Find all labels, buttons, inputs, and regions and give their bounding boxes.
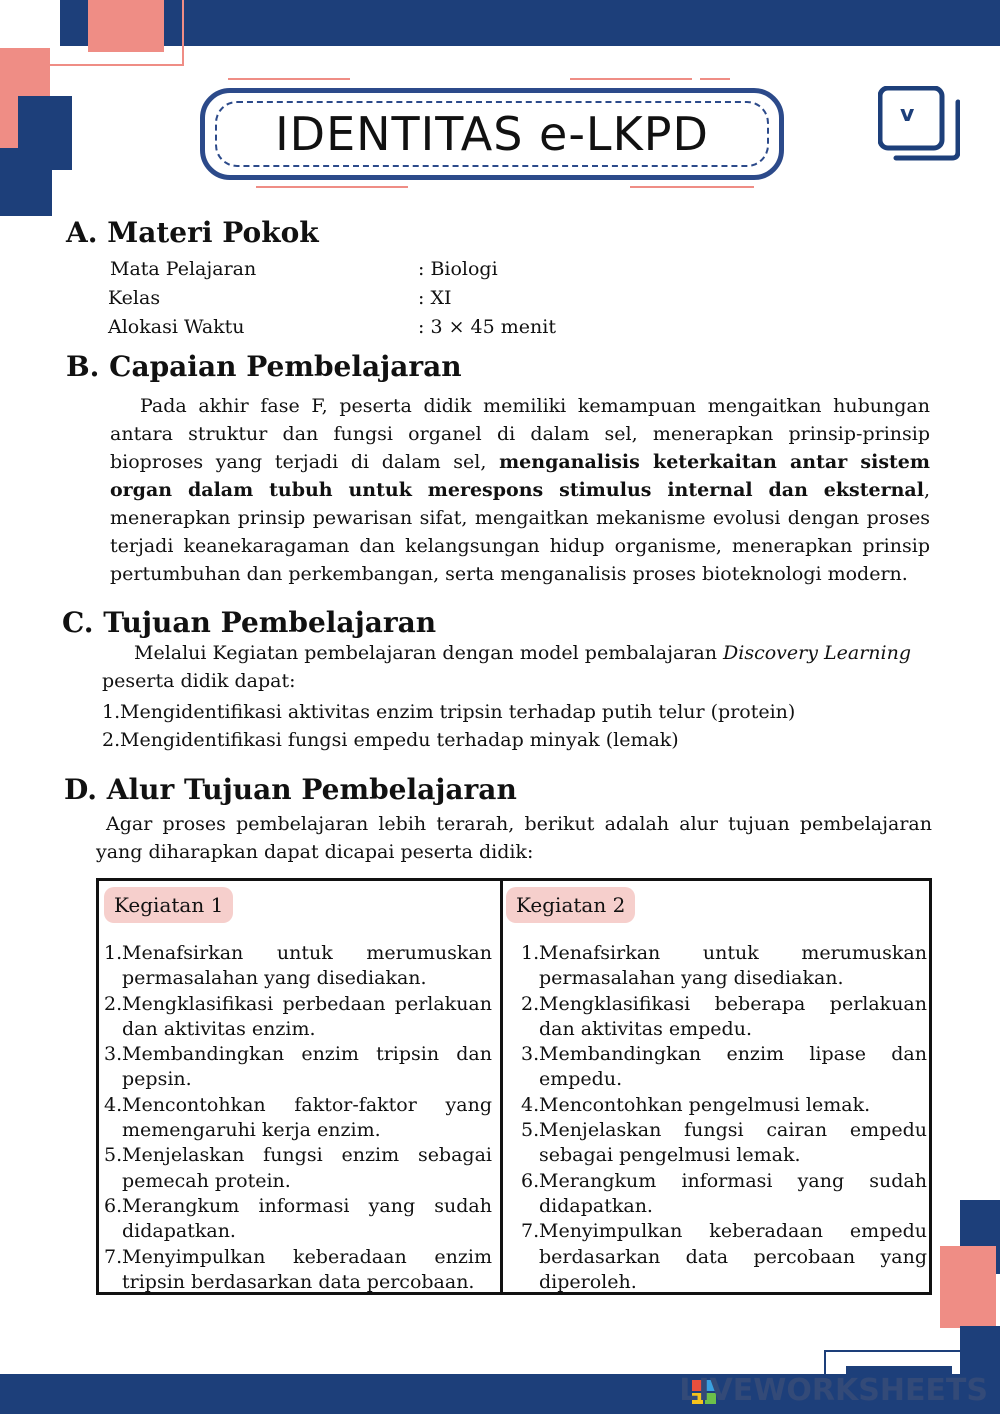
list-item <box>521 1042 927 1093</box>
list-item-text: Menjelaskan fungsi enzim sebagai pemecah protein. <box>122 1144 492 1192</box>
list-item-num: 6. <box>521 1169 540 1192</box>
list-item <box>104 1093 492 1144</box>
list-item-num: 5. <box>104 1144 123 1167</box>
tujuan-item-num: 1. <box>102 701 121 723</box>
list-item <box>521 941 927 992</box>
list-item-num: 5. <box>521 1119 540 1142</box>
section-a-heading: A. Materi Pokok <box>66 216 319 249</box>
capaian-paragraph <box>110 392 930 588</box>
title-deco-line <box>256 186 408 188</box>
tujuan-intro-text: Melalui Kegiatan pembelajaran dengan model pembalajaran <box>134 642 724 664</box>
section-c-heading: C. Tujuan Pembelajaran <box>62 606 437 639</box>
capaian-text-2: , menerapkan prinsip pewarisan sifat, mengaitkan mekanisme evolusi dengan proses terjadi keanekaragaman dan kelangsungan hidup organisme, menerapkan prinsip pertumbuhan dan perkembangan, serta menganalisis proses bioteknologi modern. <box>110 479 930 585</box>
title-frame <box>200 88 784 180</box>
materi-value-kelas: : XI <box>418 287 452 309</box>
section-d-heading: D. Alur Tujuan Pembelajaran <box>64 773 517 806</box>
list-item <box>104 1194 492 1245</box>
list-item-text: Menyimpulkan keberadaan empedu berdasarkan data percobaan yang diperoleh. <box>539 1220 927 1293</box>
tujuan-item-text: Mengidentifikasi aktivitas enzim tripsin terhadap putih telur (protein) <box>120 701 796 723</box>
title-frame-inner <box>215 101 769 167</box>
kegiatan-2-label: Kegiatan 2 <box>506 887 635 923</box>
list-item-text: Merangkum informasi yang sudah didapatkan. <box>122 1194 492 1243</box>
list-item <box>104 992 492 1043</box>
list-item-text: Membandingkan enzim lipase dan empedu. <box>539 1043 927 1091</box>
alur-table <box>96 878 932 1295</box>
deco-block-bottom-right-salmon <box>940 1246 996 1328</box>
materi-label-kelas: Kelas <box>108 287 161 309</box>
list-item <box>521 1219 927 1295</box>
title-deco-line <box>228 78 350 80</box>
list-item <box>521 992 927 1043</box>
list-item-text: Menafsirkan untuk merumuskan permasalahan yang disediakan. <box>539 942 927 990</box>
list-item-num: 2. <box>104 992 123 1015</box>
list-item-text: Menyimpulkan keberadaan enzim tripsin berdasarkan data percobaan. <box>122 1245 492 1293</box>
title-deco-line <box>570 78 692 80</box>
kegiatan-1-list <box>104 941 492 1295</box>
badge-letter: v <box>900 102 915 127</box>
kegiatan-1-label: Kegiatan 1 <box>104 887 233 923</box>
list-item <box>521 1118 927 1169</box>
tujuan-intro-line-2: peserta didik dapat: <box>102 670 296 692</box>
list-item-text: Membandingkan enzim tripsin dan pepsin. <box>122 1043 492 1091</box>
checkbox-badge-icon <box>878 86 960 166</box>
list-item-text: Mengklasifikasi beberapa perlakuan dan aktivitas empedu. <box>539 992 927 1040</box>
deco-outline-top-left <box>48 0 184 66</box>
title-deco-line <box>630 186 754 188</box>
list-item-num: 7. <box>104 1245 123 1268</box>
list-item-text: Mencontohkan pengelmusi lemak. <box>539 1093 871 1116</box>
list-item <box>104 1143 492 1194</box>
list-item <box>521 1093 927 1118</box>
list-item-text: Mengklasifikasi perbedaan perlakuan dan aktivitas enzim. <box>122 992 492 1040</box>
list-item-text: Menafsirkan untuk merumuskan permasalahan yang disediakan. <box>122 942 492 990</box>
alur-table-divider <box>500 881 503 1292</box>
list-item-num: 3. <box>521 1043 540 1066</box>
liveworksheets-brand: LIVEWORKSHEETS <box>679 1373 988 1408</box>
list-item-num: 1. <box>521 942 540 964</box>
list-item-num: 2. <box>521 992 540 1015</box>
list-item-text: Menjelaskan fungsi cairan empedu sebagai pengelmusi lemak. <box>539 1119 927 1167</box>
list-item <box>104 941 492 992</box>
materi-label-mapel: Mata Pelajaran <box>110 258 257 280</box>
materi-value-mapel: : Biologi <box>418 258 498 280</box>
kegiatan-2-list <box>521 941 927 1295</box>
list-item-num: 6. <box>104 1194 123 1217</box>
list-item-num: 1. <box>104 942 123 964</box>
list-item <box>104 1042 492 1093</box>
list-item-num: 4. <box>521 1093 540 1116</box>
tujuan-item-num: 2. <box>102 729 121 751</box>
list-item-text: Merangkum informasi yang sudah didapatkan. <box>539 1169 927 1217</box>
list-item-num: 3. <box>104 1043 123 1066</box>
capaian-text-bold: menganalisis keterkaitan antar sistem organ dalam tubuh untuk merespons stimulus internal dan eksternal <box>110 451 930 501</box>
list-item <box>521 1169 927 1220</box>
capaian-text-1: Pada akhir fase F, peserta didik memiliki kemampuan mengaitkan hubungan antara struktur dan fungsi organel di dalam sel, menerapkan prinsip-prinsip bioproses yang terjadi di dalam sel, <box>110 395 930 473</box>
deco-block-bottom-right-navy-2 <box>960 1326 1000 1376</box>
tujuan-intro-italic: Discovery Learning <box>723 642 911 664</box>
tujuan-item-text: Mengidentifikasi fungsi empedu terhadap minyak (lemak) <box>120 729 679 751</box>
alur-intro: Agar proses pembelajaran lebih terarah, berikut adalah alur tujuan pembelajaran yang diharapkan dapat dicapai peserta didik: <box>96 813 932 863</box>
top-bar <box>60 0 1000 46</box>
deco-block-left-navy-2 <box>18 96 72 170</box>
list-item <box>104 1245 492 1296</box>
section-b-heading: B. Capaian Pembelajaran <box>66 350 462 383</box>
page-title: IDENTITAS e-LKPD <box>275 107 709 161</box>
tujuan-intro-line-1 <box>134 642 911 664</box>
materi-label-waktu: Alokasi Waktu <box>108 316 245 338</box>
materi-value-waktu: : 3 × 45 menit <box>418 316 556 338</box>
list-item-num: 4. <box>104 1093 123 1116</box>
list-item-num: 7. <box>521 1220 540 1243</box>
list-item-text: Mencontohkan faktor-faktor yang memengaruhi kerja enzim. <box>122 1093 492 1142</box>
title-deco-line <box>700 78 730 80</box>
